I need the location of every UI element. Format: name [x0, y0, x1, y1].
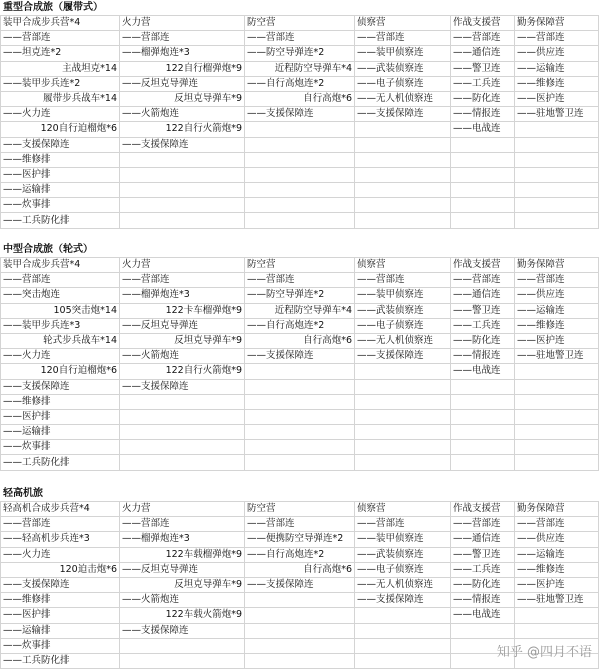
table-cell	[451, 425, 515, 440]
table-row	[1, 303, 599, 318]
table-cell: ——反坦克导弹连	[120, 562, 245, 577]
header-row	[1, 502, 599, 517]
table-cell	[245, 213, 355, 228]
table-cell: ——营部连	[355, 517, 451, 532]
table-cell	[245, 593, 355, 608]
table-cell	[515, 198, 599, 213]
table-row	[1, 318, 599, 333]
table-cell	[245, 137, 355, 152]
table-cell: ——电战连	[451, 364, 515, 379]
table-cell: ——武装侦察连	[355, 61, 451, 76]
column-header: 火力营	[120, 16, 245, 31]
table-cell	[245, 608, 355, 623]
table-cell: ——情报连	[451, 593, 515, 608]
table-cell: ——营部连	[120, 273, 245, 288]
table-cell: ——自行高炮连*2	[245, 76, 355, 91]
table-cell: ——炊事排	[1, 198, 120, 213]
table-cell: ——警卫连	[451, 547, 515, 562]
table-cell: ——反坦克导弹连	[120, 76, 245, 91]
column-header: 勤务保障营	[515, 258, 599, 273]
table-row	[1, 333, 599, 348]
table-row	[1, 608, 599, 623]
table-row	[1, 152, 599, 167]
table-cell: ——营部连	[1, 31, 120, 46]
table-cell: ——防化连	[451, 91, 515, 106]
table-cell: ——炊事排	[1, 440, 120, 455]
table-row	[1, 379, 599, 394]
table-cell	[355, 183, 451, 198]
table-cell: ——通信连	[451, 532, 515, 547]
table-cell: ——无人机侦察连	[355, 577, 451, 592]
table-cell: ——火力连	[1, 107, 120, 122]
table-cell	[515, 379, 599, 394]
table-cell	[120, 183, 245, 198]
table-cell	[120, 638, 245, 653]
table-cell: ——维修排	[1, 394, 120, 409]
table-cell	[355, 379, 451, 394]
heavy-brigade-table	[0, 15, 599, 229]
table-cell	[451, 440, 515, 455]
table-cell: ——支援保障连	[355, 107, 451, 122]
table-row	[1, 394, 599, 409]
table-cell: ——装甲侦察连	[355, 532, 451, 547]
table-row	[1, 137, 599, 152]
table-cell: ——运输排	[1, 425, 120, 440]
table-row	[1, 122, 599, 137]
table-row	[1, 532, 599, 547]
table-cell: 120自行迫榴炮*6	[1, 122, 120, 137]
table-cell	[355, 608, 451, 623]
table-cell	[515, 440, 599, 455]
table-cell: 自行高炮*6	[245, 91, 355, 106]
table-cell: 120迫击炮*6	[1, 562, 120, 577]
table-cell: ——火箭炮连	[120, 593, 245, 608]
table-cell	[515, 137, 599, 152]
table-cell	[245, 152, 355, 167]
table-cell	[515, 122, 599, 137]
column-header: 侦察营	[355, 502, 451, 517]
table-cell: ——无人机侦察连	[355, 91, 451, 106]
table-cell: ——运输连	[515, 61, 599, 76]
table-row	[1, 183, 599, 198]
table-cell: ——坦克连*2	[1, 46, 120, 61]
table-cell	[120, 152, 245, 167]
table-cell: ——榴弹炮连*3	[120, 46, 245, 61]
table-cell: ——营部连	[1, 517, 120, 532]
table-cell	[355, 167, 451, 182]
table-cell	[120, 440, 245, 455]
table-row	[1, 577, 599, 592]
table-cell	[355, 455, 451, 470]
table-row	[1, 623, 599, 638]
table-cell: ——营部连	[245, 517, 355, 532]
table-cell	[515, 608, 599, 623]
column-header: 侦察营	[355, 258, 451, 273]
table-cell: ——运输排	[1, 623, 120, 638]
table-cell	[451, 198, 515, 213]
table-cell: 122车载火箭炮*9	[120, 608, 245, 623]
table-cell: 主战坦克*14	[1, 61, 120, 76]
table-cell	[515, 364, 599, 379]
table-cell	[245, 379, 355, 394]
table-cell	[245, 183, 355, 198]
table-cell: ——防化连	[451, 333, 515, 348]
table-cell	[120, 394, 245, 409]
table-cell	[515, 167, 599, 182]
table-cell: ——支援保障连	[1, 577, 120, 592]
table-cell	[245, 623, 355, 638]
table-cell: ——工兵连	[451, 562, 515, 577]
table-cell: ——突击炮连	[1, 288, 120, 303]
column-header: 防空营	[245, 258, 355, 273]
table-cell	[120, 167, 245, 182]
table-cell	[515, 623, 599, 638]
table-cell: ——供应连	[515, 288, 599, 303]
table-row	[1, 91, 599, 106]
table-cell	[120, 455, 245, 470]
table-cell: ——维修连	[515, 562, 599, 577]
table-cell: ——工兵连	[451, 318, 515, 333]
table-cell: 反坦克导弹车*9	[120, 577, 245, 592]
table-cell: ——营部连	[1, 273, 120, 288]
table-cell	[245, 653, 355, 668]
table-cell	[355, 364, 451, 379]
table-cell	[451, 623, 515, 638]
table-cell: ——营部连	[355, 273, 451, 288]
table-cell: ——维修连	[515, 318, 599, 333]
column-header: 轻高机合成步兵营*4	[1, 502, 120, 517]
table-row	[1, 31, 599, 46]
table-cell: ——营部连	[355, 31, 451, 46]
table-row	[1, 213, 599, 228]
table-cell: ——支援保障连	[355, 349, 451, 364]
table-cell: 120自行迫榴炮*6	[1, 364, 120, 379]
table-cell	[120, 213, 245, 228]
table-cell	[515, 455, 599, 470]
table-cell: 自行高炮*6	[245, 562, 355, 577]
header-row	[1, 16, 599, 31]
table-cell: ——榴弹炮连*3	[120, 288, 245, 303]
header-row	[1, 258, 599, 273]
table-cell	[245, 364, 355, 379]
medium-brigade-table	[0, 257, 599, 471]
table-cell: ——运输排	[1, 183, 120, 198]
table-cell: 122自行火箭炮*9	[120, 364, 245, 379]
table-cell	[515, 425, 599, 440]
table-cell	[451, 167, 515, 182]
table-cell: ——营部连	[120, 517, 245, 532]
section-title-heavy: 重型合成旅（履带式）	[3, 2, 103, 13]
table-cell: ——通信连	[451, 46, 515, 61]
table-cell: ——支援保障连	[120, 623, 245, 638]
table-cell	[245, 638, 355, 653]
table-cell: ——营部连	[245, 273, 355, 288]
table-cell: ——支援保障连	[245, 577, 355, 592]
table-row	[1, 167, 599, 182]
table-row	[1, 107, 599, 122]
table-cell: ——工兵防化排	[1, 213, 120, 228]
table-cell: 122自行火箭炮*9	[120, 122, 245, 137]
column-header: 装甲合成步兵营*4	[1, 258, 120, 273]
table-cell: ——支援保障连	[245, 107, 355, 122]
table-cell	[355, 440, 451, 455]
table-cell: ——工兵防化排	[1, 455, 120, 470]
table-cell: ——医护排	[1, 608, 120, 623]
table-cell	[515, 394, 599, 409]
column-header: 勤务保障营	[515, 502, 599, 517]
column-header: 勤务保障营	[515, 16, 599, 31]
table-cell: ——支援保障连	[1, 379, 120, 394]
table-cell	[120, 653, 245, 668]
table-cell: ——驻地警卫连	[515, 593, 599, 608]
table-cell: ——电战连	[451, 122, 515, 137]
table-cell	[515, 152, 599, 167]
table-cell: ——支援保障连	[245, 349, 355, 364]
table-cell	[451, 213, 515, 228]
column-header: 作战支援营	[451, 16, 515, 31]
table-cell: 反坦克导弹车*9	[120, 91, 245, 106]
table-cell: ——营部连	[245, 31, 355, 46]
table-row	[1, 76, 599, 91]
section-title-medium: 中型合成旅（轮式）	[3, 244, 93, 255]
table-row	[1, 593, 599, 608]
table-row	[1, 46, 599, 61]
table-cell: ——营部连	[515, 31, 599, 46]
table-cell: ——支援保障连	[120, 379, 245, 394]
table-cell	[451, 455, 515, 470]
table-cell: ——医护排	[1, 409, 120, 424]
table-cell	[245, 198, 355, 213]
watermark: 知乎 @四月不语	[496, 645, 592, 660]
table-cell: ——装甲步兵连*2	[1, 76, 120, 91]
table-cell: ——支援保障连	[355, 593, 451, 608]
table-row	[1, 517, 599, 532]
table-row	[1, 562, 599, 577]
table-cell	[245, 425, 355, 440]
table-cell: ——供应连	[515, 532, 599, 547]
table-cell: ——工兵连	[451, 76, 515, 91]
table-cell	[355, 394, 451, 409]
table-row	[1, 288, 599, 303]
table-cell	[355, 137, 451, 152]
table-cell: ——营部连	[120, 31, 245, 46]
table-cell	[451, 379, 515, 394]
table-cell	[515, 409, 599, 424]
table-row	[1, 364, 599, 379]
table-cell: ——支援保障连	[1, 137, 120, 152]
table-cell: ——警卫连	[451, 303, 515, 318]
table-cell	[451, 183, 515, 198]
table-row	[1, 349, 599, 364]
table-cell: ——驻地警卫连	[515, 107, 599, 122]
table-cell	[355, 653, 451, 668]
table-cell	[515, 183, 599, 198]
table-cell: ——维修连	[515, 76, 599, 91]
column-header: 装甲合成步兵营*4	[1, 16, 120, 31]
table-cell: 自行高炮*6	[245, 333, 355, 348]
table-cell: ——运输连	[515, 547, 599, 562]
table-cell: ——武装侦察连	[355, 547, 451, 562]
table-cell: 122自行榴弹炮*9	[120, 61, 245, 76]
table-cell: ——防空导弹连*2	[245, 288, 355, 303]
table-cell: ——火力连	[1, 349, 120, 364]
table-cell	[451, 409, 515, 424]
table-cell: ——工兵防化排	[1, 653, 120, 668]
table-cell	[245, 394, 355, 409]
table-cell	[355, 623, 451, 638]
table-cell	[355, 122, 451, 137]
table-cell	[355, 198, 451, 213]
table-cell: ——防空导弹连*2	[245, 46, 355, 61]
table-cell	[355, 425, 451, 440]
table-row	[1, 425, 599, 440]
table-cell: ——武装侦察连	[355, 303, 451, 318]
table-cell: ——便携防空导弹连*2	[245, 532, 355, 547]
table-cell: ——支援保障连	[120, 137, 245, 152]
column-header: 火力营	[120, 502, 245, 517]
table-cell: 履带步兵战车*14	[1, 91, 120, 106]
table-row	[1, 198, 599, 213]
table-row	[1, 409, 599, 424]
table-cell: ——轻高机步兵连*3	[1, 532, 120, 547]
table-cell	[355, 152, 451, 167]
table-cell	[355, 213, 451, 228]
table-cell: 近程防空导弹车*4	[245, 303, 355, 318]
table-cell: ——维修排	[1, 152, 120, 167]
table-cell: 近程防空导弹车*4	[245, 61, 355, 76]
table-row	[1, 547, 599, 562]
table-cell	[245, 167, 355, 182]
table-cell: ——医护连	[515, 91, 599, 106]
table-cell: ——火箭炮连	[120, 349, 245, 364]
table-cell	[451, 394, 515, 409]
table-cell: ——医护排	[1, 167, 120, 182]
table-cell	[355, 638, 451, 653]
table-cell: ——自行高炮连*2	[245, 318, 355, 333]
column-header: 火力营	[120, 258, 245, 273]
table-cell: ——维修排	[1, 593, 120, 608]
table-cell: ——营部连	[515, 517, 599, 532]
table-cell: ——医护连	[515, 577, 599, 592]
table-cell: ——营部连	[451, 273, 515, 288]
table-cell	[245, 409, 355, 424]
table-cell	[451, 137, 515, 152]
table-cell: ——供应连	[515, 46, 599, 61]
column-header: 防空营	[245, 502, 355, 517]
table-cell	[515, 213, 599, 228]
table-cell: ——自行高炮连*2	[245, 547, 355, 562]
table-cell: ——情报连	[451, 107, 515, 122]
table-row	[1, 455, 599, 470]
table-row	[1, 273, 599, 288]
table-cell: ——电战连	[451, 608, 515, 623]
table-cell: ——火箭炮连	[120, 107, 245, 122]
table-cell: ——驻地警卫连	[515, 349, 599, 364]
table-cell: ——防化连	[451, 577, 515, 592]
table-cell: ——火力连	[1, 547, 120, 562]
table-cell: ——电子侦察连	[355, 562, 451, 577]
table-cell: ——营部连	[515, 273, 599, 288]
table-cell: ——反坦克导弹连	[120, 318, 245, 333]
table-cell: ——营部连	[451, 31, 515, 46]
column-header: 作战支援营	[451, 258, 515, 273]
column-header: 防空营	[245, 16, 355, 31]
table-cell: ——装甲侦察连	[355, 288, 451, 303]
table-row	[1, 61, 599, 76]
table-cell	[120, 409, 245, 424]
table-cell: ——电子侦察连	[355, 318, 451, 333]
table-cell: 122车载榴弹炮*9	[120, 547, 245, 562]
table-cell: ——无人机侦察连	[355, 333, 451, 348]
table-cell: ——装甲侦察连	[355, 46, 451, 61]
table-cell: ——运输连	[515, 303, 599, 318]
table-cell: ——炊事排	[1, 638, 120, 653]
column-header: 侦察营	[355, 16, 451, 31]
table-cell: ——装甲步兵连*3	[1, 318, 120, 333]
table-row	[1, 440, 599, 455]
table-cell: ——情报连	[451, 349, 515, 364]
table-cell: ——电子侦察连	[355, 76, 451, 91]
table-cell	[245, 122, 355, 137]
table-cell: 轮式步兵战车*14	[1, 333, 120, 348]
column-header: 作战支援营	[451, 502, 515, 517]
table-cell	[245, 455, 355, 470]
table-cell	[120, 425, 245, 440]
table-cell: ——榴弹炮连*3	[120, 532, 245, 547]
table-cell: ——警卫连	[451, 61, 515, 76]
table-cell: ——通信连	[451, 288, 515, 303]
table-cell	[451, 152, 515, 167]
section-title-light: 轻高机旅	[3, 488, 43, 499]
table-cell	[355, 409, 451, 424]
table-cell: ——医护连	[515, 333, 599, 348]
table-cell	[120, 198, 245, 213]
table-cell: 122卡车榴弹炮*9	[120, 303, 245, 318]
table-cell: ——营部连	[451, 517, 515, 532]
table-cell: 105突击炮*14	[1, 303, 120, 318]
table-cell	[245, 440, 355, 455]
table-cell: 反坦克导弹车*9	[120, 333, 245, 348]
